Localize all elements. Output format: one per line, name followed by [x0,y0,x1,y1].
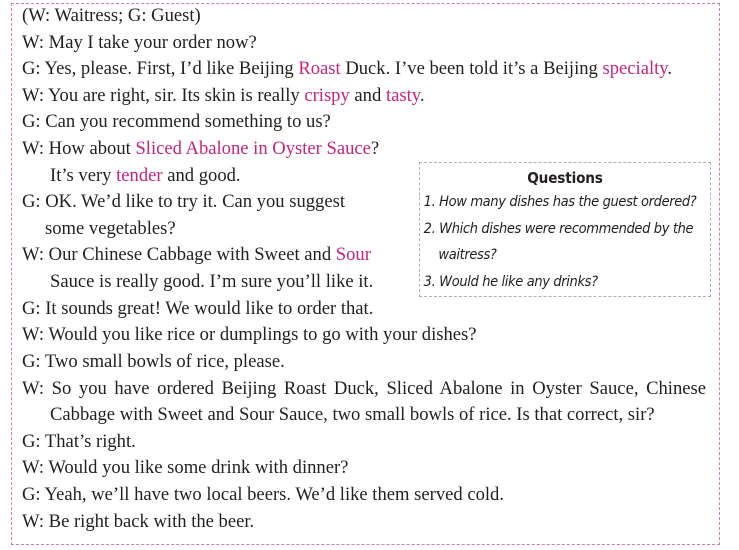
question-item: 2. Which dishes were recommended by the [423,220,694,237]
question-item-continuation: waitress? [438,247,497,264]
key-word: Sliced Abalone in Oyster Sauce [135,138,371,160]
key-word: tender [116,164,163,186]
key-word: tasty [385,84,420,106]
questions-title: Questions [527,169,603,187]
dialogue-line: W: Would you like rice or dumplings to go with your dishes? [22,324,477,346]
key-word: specialty [602,58,668,80]
dialogue-line: W: Would you like some drink with dinner? [22,457,349,479]
question-item: 3. Would he like any drinks? [423,273,598,290]
dialogue-line: G: Yes, please. First, I’d like Beijing Roast Duck. I’ve been told it’s a Beijing specialty. [22,58,673,80]
dialogue-line: It’s very tender and good. [50,164,241,186]
dialogue-line: W: So you have ordered Beijing Roast Duck, Sliced Abalone in Oyster Sauce, Chinese [22,377,706,399]
dialogue-line: G: It sounds great! We would like to order that. [22,297,374,319]
key-word: Sour [335,244,371,266]
dialogue-line: Sauce is really good. I’m sure you’ll like it. [50,271,374,293]
dialogue-line: G: Yeah, we’ll have two local beers. We’d like them served cold. [22,483,504,505]
question-item: 1. How many dishes has the guest ordered? [423,194,697,210]
dialogue-line: W: May I take your order now? [22,31,257,53]
dialogue-line: G: Two small bowls of rice, please. [22,350,285,372]
dialogue-line: G: OK. We’d like to try it. Can you suggest [22,191,346,213]
key-word: Roast [298,58,341,80]
dialogue-line: Cabbage with Sweet and Sour Sauce, two small bowls of rice. Is that correct, sir? [50,404,655,426]
questions-box [419,162,711,297]
dialogue-line: W: You are right, sir. Its skin is really crispy and tasty. [22,84,425,106]
dialogue-line: G: Can you recommend something to us? [22,111,331,133]
dialogue-line: G: That’s right. [22,430,136,452]
dialogue-line: W: Our Chinese Cabbage with Sweet and Sour [22,244,371,266]
dialogue-line: some vegetables? [45,217,176,239]
key-word: crispy [304,84,350,106]
dialogue-line: W: How about Sliced Abalone in Oyster Sauce? [22,138,380,160]
dialogue-line: W: Be right back with the beer. [22,510,255,532]
legend: (W: Waitress; G: Guest) [22,5,201,26]
